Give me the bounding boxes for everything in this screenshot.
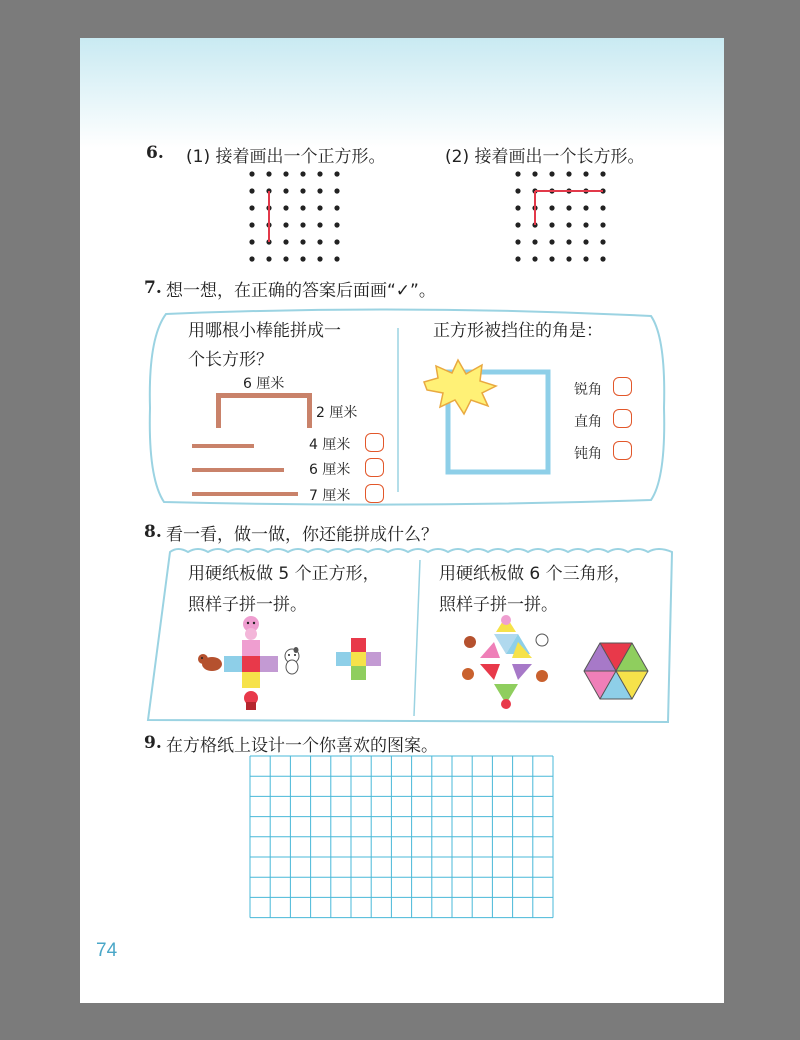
option-6cm-label: 6 厘米 <box>309 462 351 478</box>
header-gradient <box>80 38 724 148</box>
dog-figure-left <box>198 654 222 671</box>
grid-dot[interactable] <box>300 205 305 210</box>
grid-dot[interactable] <box>549 205 554 210</box>
cat-figure-star-right <box>536 634 548 682</box>
grid-dot[interactable] <box>549 256 554 261</box>
grid-dot[interactable] <box>317 205 322 210</box>
grid-dot[interactable] <box>300 188 305 193</box>
grid-dot[interactable] <box>300 239 305 244</box>
option-7cm-checkbox[interactable] <box>365 484 384 503</box>
grid-dot[interactable] <box>600 256 605 261</box>
pig-figure-star <box>501 615 511 625</box>
grid-dot[interactable] <box>549 222 554 227</box>
q7-left-prompt-line1: 用哪根小棒能拼成一 <box>188 321 341 341</box>
q8-left-line2: 照样子拼一拼。 <box>188 595 307 615</box>
grid-dot[interactable] <box>583 205 588 210</box>
q8-triangle-star-example <box>456 612 556 712</box>
grid-dot[interactable] <box>300 171 305 176</box>
grid-dot[interactable] <box>283 188 288 193</box>
grid-dot[interactable] <box>566 205 571 210</box>
q7-rectangle-frame-sticks <box>216 393 312 429</box>
grid-dot[interactable] <box>549 239 554 244</box>
grid-dot[interactable] <box>249 188 254 193</box>
pig-figure-top <box>243 616 259 640</box>
grid-dot[interactable] <box>515 222 520 227</box>
grid-dot[interactable] <box>334 188 339 193</box>
grid-dot[interactable] <box>600 239 605 244</box>
angle-acute-label: 锐角 <box>574 382 602 398</box>
angle-obtuse-label: 钝角 <box>574 446 602 462</box>
grid-dot[interactable] <box>283 222 288 227</box>
grid-dot[interactable] <box>249 222 254 227</box>
grid-dot[interactable] <box>266 256 271 261</box>
grid-dot[interactable] <box>532 239 537 244</box>
grid-dot[interactable] <box>566 171 571 176</box>
q6-part1-text: (1) 接着画出一个正方形。 <box>186 147 386 167</box>
grid-dot[interactable] <box>566 239 571 244</box>
q7-number: 7. <box>144 278 162 298</box>
grid-dot[interactable] <box>283 205 288 210</box>
grid-dot[interactable] <box>317 222 322 227</box>
option-6cm-checkbox[interactable] <box>365 458 384 477</box>
option-7cm-label: 7 厘米 <box>309 488 351 504</box>
q7-left-prompt-line2: 个长方形？ <box>188 350 273 370</box>
q6-part2-text: (2) 接着画出一个长方形。 <box>445 147 645 167</box>
q9-title: 在方格纸上设计一个你喜欢的图案。 <box>166 736 438 756</box>
grid-dot[interactable] <box>566 222 571 227</box>
grid-dot[interactable] <box>600 222 605 227</box>
grid-dot[interactable] <box>283 256 288 261</box>
grid-dot[interactable] <box>249 205 254 210</box>
grid-dot[interactable] <box>566 256 571 261</box>
grid-dot[interactable] <box>317 239 322 244</box>
q8-title: 看一看，做一做，你还能拼成什么？ <box>166 525 438 545</box>
grid-dot[interactable] <box>334 256 339 261</box>
grid-dot[interactable] <box>583 171 588 176</box>
stick-4cm <box>192 444 254 448</box>
grid-dot[interactable] <box>317 256 322 261</box>
grid-dot[interactable] <box>532 171 537 176</box>
q7-top-length-label: 6 厘米 <box>243 376 285 392</box>
dog-figure-star-left <box>462 636 476 680</box>
angle-acute-checkbox[interactable] <box>613 377 632 396</box>
q6-dot-grid-square[interactable] <box>248 170 348 270</box>
grid-dot[interactable] <box>283 239 288 244</box>
grid-dot[interactable] <box>515 171 520 176</box>
grid-dot[interactable] <box>317 188 322 193</box>
cat-figure-right <box>285 647 299 674</box>
grid-dot[interactable] <box>515 256 520 261</box>
angle-right-checkbox[interactable] <box>613 409 632 428</box>
stick-6cm <box>192 468 284 472</box>
grid-dot[interactable] <box>249 239 254 244</box>
grid-dot[interactable] <box>583 256 588 261</box>
q6-number: 6. <box>146 143 164 163</box>
q9-number: 9. <box>144 733 162 753</box>
grid-dot[interactable] <box>334 239 339 244</box>
q8-left-line1: 用硬纸板做 5 个正方形， <box>188 564 380 584</box>
q8-right-line2: 照样子拼一拼。 <box>439 595 558 615</box>
q8-square-cross-example <box>200 612 310 712</box>
grid-dot[interactable] <box>532 256 537 261</box>
grid-dot[interactable] <box>334 171 339 176</box>
grid-dot[interactable] <box>515 205 520 210</box>
grid-dot[interactable] <box>249 171 254 176</box>
q8-right-line1: 用硬纸板做 6 个三角形， <box>439 564 631 584</box>
option-4cm-label: 4 厘米 <box>309 437 351 453</box>
angle-obtuse-checkbox[interactable] <box>613 441 632 460</box>
angle-right-label: 直角 <box>574 414 602 430</box>
stick-7cm <box>192 492 298 496</box>
figure-star-bottom <box>501 699 511 709</box>
option-4cm-checkbox[interactable] <box>365 433 384 452</box>
grid-dot[interactable] <box>583 222 588 227</box>
q6-dot-grid-rectangle[interactable] <box>514 170 614 270</box>
grid-dot[interactable] <box>300 256 305 261</box>
grid-dot[interactable] <box>549 171 554 176</box>
grid-dot[interactable] <box>283 171 288 176</box>
figure-bottom <box>244 691 258 710</box>
grid-dot[interactable] <box>317 171 322 176</box>
grid-dot[interactable] <box>249 256 254 261</box>
grid-dot[interactable] <box>515 188 520 193</box>
q7-right-prompt: 正方形被挡住的角是： <box>433 321 603 341</box>
q8-triangle-hexagon <box>584 642 648 700</box>
grid-dot[interactable] <box>334 222 339 227</box>
q7-side-length-label: 2 厘米 <box>316 405 358 421</box>
grid-dot[interactable] <box>334 205 339 210</box>
grid-dot[interactable] <box>600 205 605 210</box>
q7-title: 想一想，在正确的答案后面画“✓”。 <box>166 281 436 301</box>
q8-number: 8. <box>144 522 162 542</box>
grid-dot[interactable] <box>583 239 588 244</box>
grid-dot[interactable] <box>600 171 605 176</box>
q9-design-grid[interactable] <box>250 756 555 920</box>
q8-square-cross-plain <box>332 638 392 688</box>
grid-dot[interactable] <box>515 239 520 244</box>
workbook-page <box>80 38 724 1003</box>
q7-hidden-square-figure <box>424 360 554 480</box>
grid-dot[interactable] <box>266 171 271 176</box>
grid-dot[interactable] <box>300 222 305 227</box>
page-number: 74 <box>96 940 118 961</box>
